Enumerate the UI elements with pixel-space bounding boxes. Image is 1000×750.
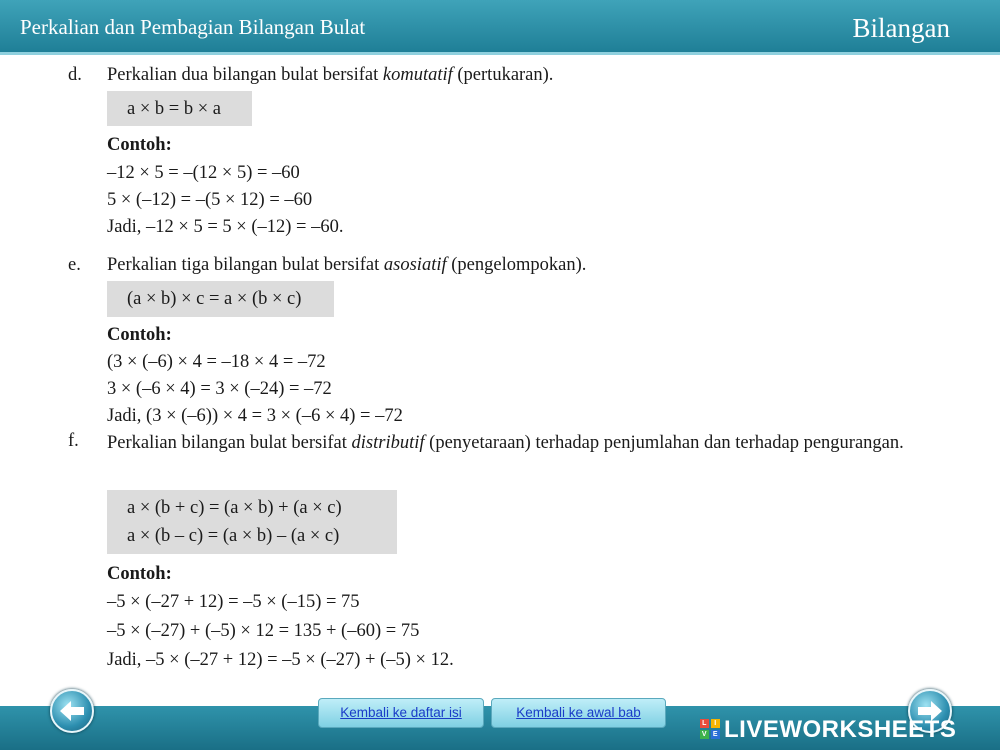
section-statement bbox=[107, 254, 586, 276]
logo-text: LIVEWORKSHEETS bbox=[724, 716, 957, 743]
formula-line: a × (b + c) = (a × b) + (a × c) bbox=[127, 498, 342, 518]
example-line: Jadi, –5 × (–27 + 12) = –5 × (–27) + (–5) × 12. bbox=[107, 650, 454, 670]
formula-box bbox=[107, 91, 252, 126]
statement-text: Perkalian tiga bilangan bulat bersifat bbox=[107, 255, 384, 275]
liveworksheets-logo bbox=[700, 716, 956, 744]
contoh-label: Contoh: bbox=[107, 135, 172, 155]
statement-text: (pertukaran). bbox=[452, 65, 554, 85]
statement-text: (pengelompokan). bbox=[446, 255, 587, 275]
section-marker: e. bbox=[68, 255, 81, 275]
back-to-chapter-start-link[interactable]: Kembali ke awal bab bbox=[491, 698, 666, 728]
example-line: 5 × (–12) = –(5 × 12) = –60 bbox=[107, 190, 313, 210]
contoh-label: Contoh: bbox=[107, 325, 172, 345]
formula-line: (a × b) × c = a × (b × c) bbox=[127, 289, 302, 309]
example-line: 3 × (–6 × 4) = 3 × (–24) = –72 bbox=[107, 379, 332, 399]
section-marker: d. bbox=[68, 65, 82, 85]
example-line: (3 × (–6) × 4 = –18 × 4 = –72 bbox=[107, 352, 326, 372]
formula-box bbox=[107, 490, 397, 554]
example-line: Jadi, (3 × (–6)) × 4 = 3 × (–6 × 4) = –72 bbox=[107, 406, 403, 426]
chapter-title: Bilangan bbox=[852, 13, 950, 43]
page-title: Perkalian dan Pembagian Bilangan Bulat bbox=[20, 15, 366, 39]
formula-line: a × (b – c) = (a × b) – (a × c) bbox=[127, 526, 340, 546]
logo-mark-icon: L I V E bbox=[701, 720, 719, 738]
property-term: komutatif bbox=[382, 65, 453, 85]
statement-text: (penyetaraan) terhadap penjumlahan dan terhadap pengurangan. bbox=[424, 433, 904, 453]
statement-text: Perkalian bilangan bulat bersifat bbox=[107, 433, 352, 453]
previous-page-button[interactable] bbox=[50, 689, 94, 733]
contoh-label: Contoh: bbox=[107, 564, 172, 584]
formula-box bbox=[107, 281, 334, 317]
property-term: asosiatif bbox=[383, 255, 447, 275]
arrow-left-icon bbox=[60, 701, 84, 721]
formula-line: a × b = b × a bbox=[127, 99, 221, 119]
example-line: Jadi, –12 × 5 = 5 × (–12) = –60. bbox=[107, 217, 344, 237]
back-to-toc-link[interactable]: Kembali ke daftar isi bbox=[318, 698, 484, 728]
section-marker: f. bbox=[68, 431, 79, 451]
section-statement bbox=[107, 430, 932, 457]
property-term: distributif bbox=[351, 433, 425, 453]
section-statement bbox=[107, 64, 553, 86]
example-line: –5 × (–27) + (–5) × 12 = 135 + (–60) = 75 bbox=[107, 621, 420, 641]
example-line: –12 × 5 = –(12 × 5) = –60 bbox=[107, 163, 300, 183]
statement-text: Perkalian dua bilangan bulat bersifat bbox=[107, 65, 383, 85]
header-bar bbox=[0, 0, 1000, 55]
example-line: –5 × (–27 + 12) = –5 × (–15) = 75 bbox=[107, 592, 360, 612]
